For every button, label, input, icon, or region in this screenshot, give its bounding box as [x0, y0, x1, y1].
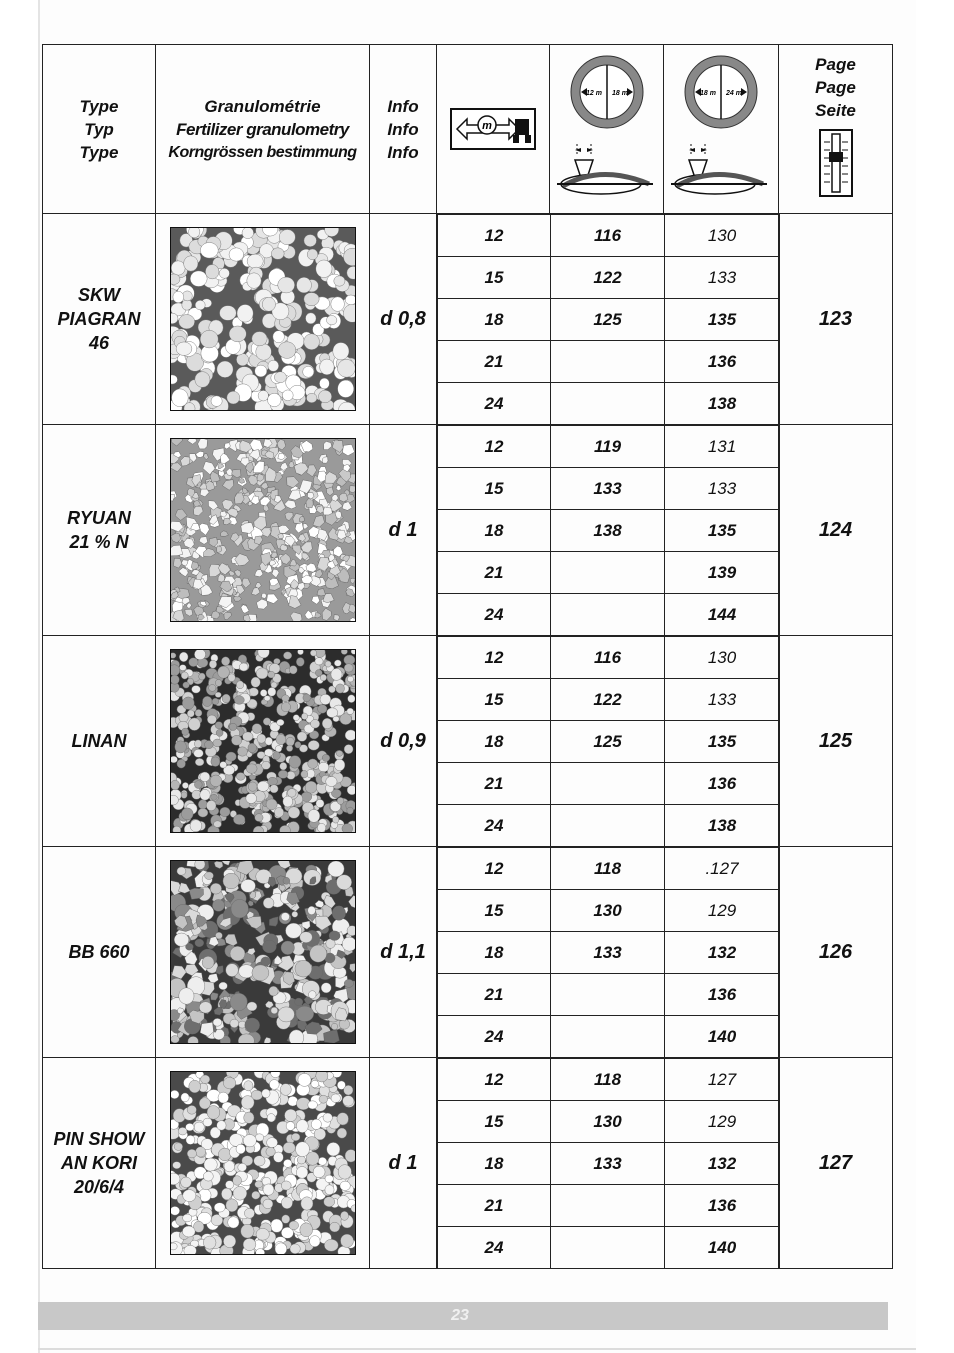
working-width-cell: 12 [438, 637, 551, 679]
product-name-line: BB 660 [68, 942, 130, 962]
disc-b-setting-cell: 129 [665, 1101, 780, 1143]
disc-a-setting-cell: 119 [551, 426, 665, 468]
disc-a-setting-cell: 116 [551, 215, 665, 257]
disc-a-setting-cell: 133 [551, 932, 665, 974]
disc-b-setting-cell: 136 [665, 974, 780, 1016]
header-disc-b [664, 45, 779, 214]
sheet-edge [38, 0, 40, 1353]
product-name-line: 21 % N [69, 532, 129, 552]
width-row [438, 426, 780, 468]
disc-a-setting-cell: 118 [551, 1059, 665, 1101]
granule-sample-image [170, 860, 356, 1044]
working-width-cell: 18 [438, 299, 551, 341]
product-row [43, 425, 893, 636]
setting-lever-icon [816, 128, 856, 198]
product-row [43, 636, 893, 847]
svg-text:12 m: 12 m [585, 89, 602, 97]
settings-subtable [437, 847, 780, 1057]
disc-b-setting-cell: 136 [665, 763, 780, 805]
disc-b-setting-cell: 129 [665, 890, 780, 932]
disc-a-setting-cell: 118 [551, 848, 665, 890]
settings-cell [437, 636, 779, 847]
disc-a-setting-cell [551, 383, 665, 425]
page-reference-cell: 124 [779, 425, 893, 636]
fertilizer-settings-table [42, 44, 893, 1269]
svg-text:m: m [482, 120, 492, 132]
header-row [43, 45, 893, 214]
working-width-cell: 24 [438, 594, 551, 636]
header-type: Type Typ Type [43, 45, 156, 214]
width-row [438, 637, 780, 679]
working-width-cell: 18 [438, 932, 551, 974]
working-width-cell: 15 [438, 890, 551, 932]
settings-subtable [437, 636, 780, 846]
width-row [438, 1185, 780, 1227]
page-reference-cell: 123 [779, 214, 893, 425]
working-width-cell: 21 [438, 341, 551, 383]
info-cell: d 1 [370, 1058, 437, 1269]
working-width-cell: 24 [438, 1227, 551, 1269]
settings-subtable [437, 1058, 780, 1268]
disc-a-setting-cell [551, 1016, 665, 1058]
product-row [43, 1058, 893, 1269]
page-reference-cell: 126 [779, 847, 893, 1058]
width-row [438, 721, 780, 763]
product-row [43, 214, 893, 425]
disc-a-setting-cell: 116 [551, 637, 665, 679]
product-type-cell [43, 847, 156, 1058]
width-row [438, 341, 780, 383]
product-name-line: LINAN [71, 731, 127, 751]
disc-a-setting-cell: 125 [551, 721, 665, 763]
working-width-cell: 24 [438, 805, 551, 847]
info-cell: d 0,9 [370, 636, 437, 847]
width-row [438, 468, 780, 510]
product-name-line: 20/6/4 [73, 1177, 125, 1197]
disc-a-setting-cell: 130 [551, 890, 665, 932]
width-row [438, 763, 780, 805]
product-name-line: RYUAN [67, 508, 131, 528]
product-name-line: AN KORI [61, 1153, 137, 1173]
width-row [438, 594, 780, 636]
header-info: Info Info Info [370, 45, 437, 214]
disc-a-setting-cell: 133 [551, 1143, 665, 1185]
settings-cell [437, 847, 779, 1058]
disc-a-setting-cell [551, 763, 665, 805]
disc-b-setting-cell: 127 [665, 1059, 780, 1101]
disc-a-setting-cell [551, 974, 665, 1016]
settings-cell [437, 1058, 779, 1269]
disc-b-setting-cell: 135 [665, 299, 780, 341]
width-row [438, 932, 780, 974]
disc-a-setting-cell: 122 [551, 257, 665, 299]
width-row [438, 1143, 780, 1185]
width-row [438, 299, 780, 341]
disc-b-setting-cell: 133 [665, 257, 780, 299]
product-type-cell [43, 636, 156, 847]
header-working-width [437, 45, 550, 214]
product-name-line: PIN SHOW [53, 1129, 145, 1149]
disc-b-setting-cell: 135 [665, 510, 780, 552]
disc-a-setting-cell [551, 341, 665, 383]
header-page: Page Page Seite [779, 45, 893, 214]
disc-b-setting-cell: 138 [665, 383, 780, 425]
settings-cell [437, 214, 779, 425]
product-type-cell [43, 425, 156, 636]
width-row [438, 552, 780, 594]
working-width-cell: 21 [438, 974, 551, 1016]
width-row [438, 257, 780, 299]
disc-b-setting-cell: 133 [665, 468, 780, 510]
width-row [438, 1059, 780, 1101]
disc-b-setting-cell: .127 [665, 848, 780, 890]
svg-text:18 m: 18 m [700, 89, 716, 97]
granulometry-cell [156, 1058, 370, 1269]
width-row [438, 1227, 780, 1269]
working-width-cell: 15 [438, 468, 551, 510]
product-name-line: 46 [88, 333, 110, 353]
disc-a-setting-cell [551, 1227, 665, 1269]
width-row [438, 974, 780, 1016]
disc-b-setting-cell: 144 [665, 594, 780, 636]
granule-sample-image [170, 227, 356, 411]
bottom-rule [38, 1348, 916, 1350]
width-row [438, 510, 780, 552]
disc-b-setting-cell: 136 [665, 1185, 780, 1227]
product-name-line: PIAGRAN [57, 309, 141, 329]
granulometry-cell [156, 425, 370, 636]
disc-b-setting-cell: 132 [665, 932, 780, 974]
width-row [438, 215, 780, 257]
working-width-cell: 15 [438, 1101, 551, 1143]
svg-text:18 m: 18 m [611, 89, 628, 97]
product-type-cell [43, 214, 156, 425]
width-row [438, 679, 780, 721]
disc-b-setting-cell: 130 [665, 215, 780, 257]
disc-a-setting-cell: 122 [551, 679, 665, 721]
working-width-cell: 12 [438, 848, 551, 890]
spreading-disc-icon-b [667, 52, 775, 202]
working-width-cell: 21 [438, 1185, 551, 1227]
disc-b-setting-cell: 132 [665, 1143, 780, 1185]
working-width-cell: 12 [438, 426, 551, 468]
granule-sample-image [170, 438, 356, 622]
working-width-cell: 18 [438, 1143, 551, 1185]
width-row [438, 805, 780, 847]
disc-a-setting-cell: 133 [551, 468, 665, 510]
working-width-cell: 21 [438, 552, 551, 594]
working-width-cell: 18 [438, 721, 551, 763]
header-granulometry: Granulométrie Fertilizer granulometry Korngrössen bestimmung [156, 45, 370, 214]
header-disc-a [550, 45, 664, 214]
spreading-disc-icon-a [553, 52, 661, 202]
width-row [438, 848, 780, 890]
disc-b-setting-cell: 140 [665, 1016, 780, 1058]
disc-b-setting-cell: 138 [665, 805, 780, 847]
product-type-cell [43, 1058, 156, 1269]
working-width-cell: 24 [438, 1016, 551, 1058]
disc-a-setting-cell [551, 805, 665, 847]
granulometry-cell [156, 636, 370, 847]
width-row [438, 383, 780, 425]
granulometry-cell [156, 847, 370, 1058]
working-width-cell: 15 [438, 679, 551, 721]
info-cell: d 1 [370, 425, 437, 636]
settings-subtable [437, 214, 780, 424]
settings-cell [437, 425, 779, 636]
disc-a-setting-cell: 130 [551, 1101, 665, 1143]
working-width-cell: 18 [438, 510, 551, 552]
page-number: 23 [451, 1307, 469, 1324]
tractor-width-icon [449, 105, 537, 153]
product-row [43, 847, 893, 1058]
width-row [438, 1101, 780, 1143]
page-reference-cell: 127 [779, 1058, 893, 1269]
disc-a-setting-cell [551, 594, 665, 636]
working-width-cell: 15 [438, 257, 551, 299]
disc-b-setting-cell: 136 [665, 341, 780, 383]
disc-b-setting-cell: 139 [665, 552, 780, 594]
disc-a-setting-cell: 138 [551, 510, 665, 552]
disc-a-setting-cell: 125 [551, 299, 665, 341]
disc-a-setting-cell [551, 1185, 665, 1227]
settings-subtable [437, 425, 780, 635]
disc-b-setting-cell: 130 [665, 637, 780, 679]
disc-a-setting-cell [551, 552, 665, 594]
disc-b-setting-cell: 133 [665, 679, 780, 721]
disc-b-setting-cell: 131 [665, 426, 780, 468]
granule-sample-image [170, 1071, 356, 1255]
product-name-line: SKW [78, 285, 120, 305]
width-row [438, 890, 780, 932]
svg-text:24 m: 24 m [726, 89, 742, 97]
disc-b-setting-cell: 135 [665, 721, 780, 763]
info-cell: d 0,8 [370, 214, 437, 425]
granule-sample-image [170, 649, 356, 833]
page-reference-cell: 125 [779, 636, 893, 847]
working-width-cell: 24 [438, 383, 551, 425]
disc-b-setting-cell: 140 [665, 1227, 780, 1269]
info-cell: d 1,1 [370, 847, 437, 1058]
working-width-cell: 12 [438, 215, 551, 257]
working-width-cell: 12 [438, 1059, 551, 1101]
granulometry-cell [156, 214, 370, 425]
width-row [438, 1016, 780, 1058]
working-width-cell: 21 [438, 763, 551, 805]
